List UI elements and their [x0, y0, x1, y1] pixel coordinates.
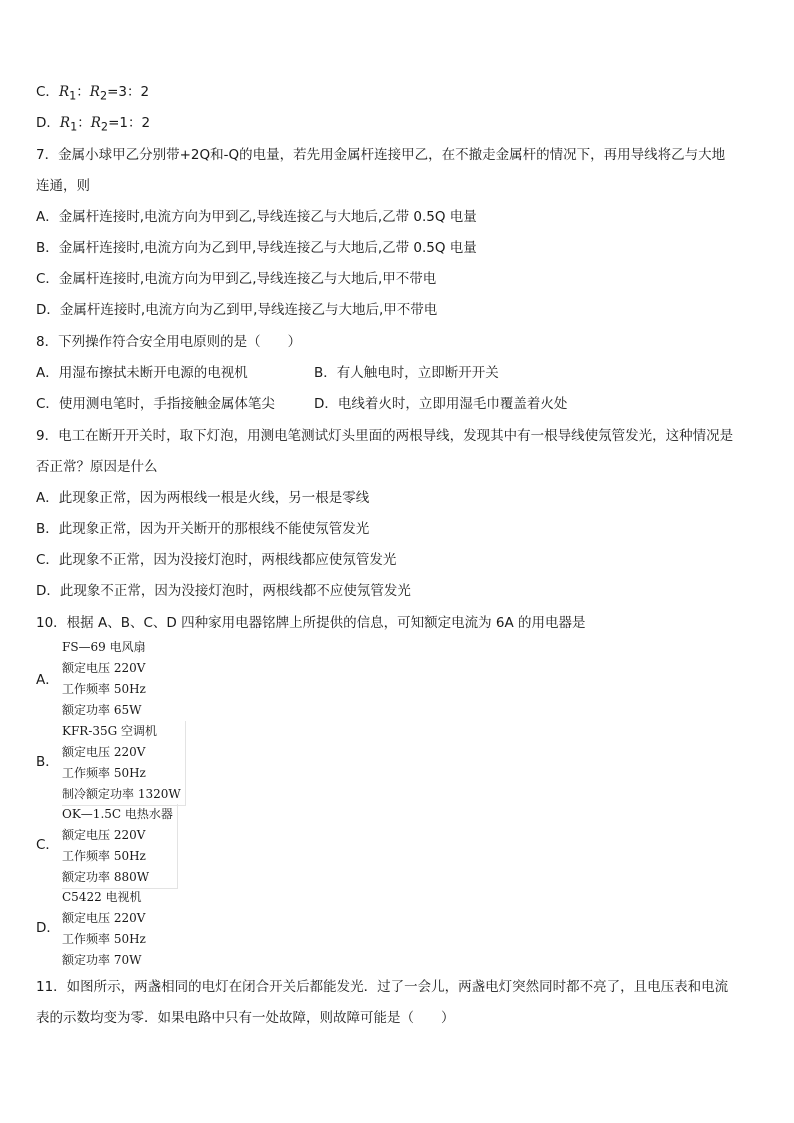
q10-option-d-nameplate[interactable]: C5422 电视机 额定电压 220V 工作频率 50Hz 额定功率 70W	[62, 890, 146, 967]
q7-option-d[interactable]: D．金属杆连接时,电流方向为乙到甲,导线连接乙与大地后,甲不带电	[36, 302, 438, 318]
q6-option-c[interactable]: C．$R_1$：$R_2=3$：2	[36, 84, 150, 103]
q8-option-d[interactable]: D．电线着火时，立即用湿毛巾覆盖着火处	[314, 396, 568, 412]
q10-option-c-label[interactable]: C．	[36, 837, 59, 853]
q8-option-c[interactable]: C．使用测电笔时，手指接触金属体笔尖	[36, 396, 275, 412]
q10-option-b-nameplate[interactable]: KFR-35G 空调机 额定电压 220V 工作频率 50Hz 制冷额定功率 1320W	[62, 721, 186, 806]
q7-stem-line2: 连通，则	[36, 178, 90, 194]
q10-option-a-nameplate[interactable]: FS—69 电风扇 额定电压 220V 工作频率 50Hz 额定功率 65W	[62, 640, 146, 717]
q8-option-b[interactable]: B．有人触电时，立即断开开关	[314, 365, 499, 381]
q8-stem: 8．下列操作符合安全用电原则的是（ ）	[36, 334, 302, 350]
q6-option-d[interactable]: D．$R_1$：$R_2=1$：2	[36, 115, 151, 134]
q11-stem-line2: 表的示数均变为零．如果电路中只有一处故障，则故障可能是（ ）	[36, 1010, 455, 1026]
q8-option-a[interactable]: A．用湿布擦拭未断开电源的电视机	[36, 365, 248, 381]
q10-stem: 10．根据 A、B、C、D 四种家用电器铭牌上所提供的信息，可知额定电流为 6A 的用电器是	[36, 615, 586, 631]
q9-stem-line2: 否正常？原因是什么	[36, 459, 158, 475]
q9-option-d[interactable]: D．此现象不正常，因为没接灯泡时，两根线都不应使氖管发光	[36, 583, 411, 599]
q9-option-a[interactable]: A．此现象正常，因为两根线一根是火线，另一根是零线	[36, 490, 370, 506]
q7-option-b[interactable]: B．金属杆连接时,电流方向为乙到甲,导线连接乙与大地后,乙带 0.5Q 电量	[36, 240, 477, 256]
q10-option-a-label[interactable]: A．	[36, 672, 59, 688]
q9-option-b[interactable]: B．此现象正常，因为开关断开的那根线不能使氖管发光	[36, 521, 370, 537]
q11-stem-line1: 11．如图所示，两盏相同的电灯在闭合开关后都能发光．过了一会儿，两盏电灯突然同时都不亮了，且电压表和电流	[36, 979, 729, 995]
q10-option-d-label[interactable]: D．	[36, 920, 60, 936]
q9-stem-line1: 9．电工在断开开关时，取下灯泡，用测电笔测试灯头里面的两根导线，发现其中有一根导线使氖管发光，这种情况是	[36, 428, 734, 444]
q7-stem-line1: 7．金属小球甲乙分别带+2Q和-Q的电量，若先用金属杆连接甲乙，在不撤走金属杆的情况下，再用导线将乙与大地	[36, 147, 726, 163]
q9-option-c[interactable]: C．此现象不正常，因为没接灯泡时，两根线都应使氖管发光	[36, 552, 397, 568]
q10-option-c-nameplate[interactable]: OK—1.5C 电热水器 额定电压 220V 工作频率 50Hz 额定功率 880W	[62, 804, 178, 889]
q7-option-a[interactable]: A．金属杆连接时,电流方向为甲到乙,导线连接乙与大地后,乙带 0.5Q 电量	[36, 209, 477, 225]
q10-option-b-label[interactable]: B．	[36, 754, 59, 770]
q7-option-c[interactable]: C．金属杆连接时,电流方向为甲到乙,导线连接乙与大地后,甲不带电	[36, 271, 437, 287]
